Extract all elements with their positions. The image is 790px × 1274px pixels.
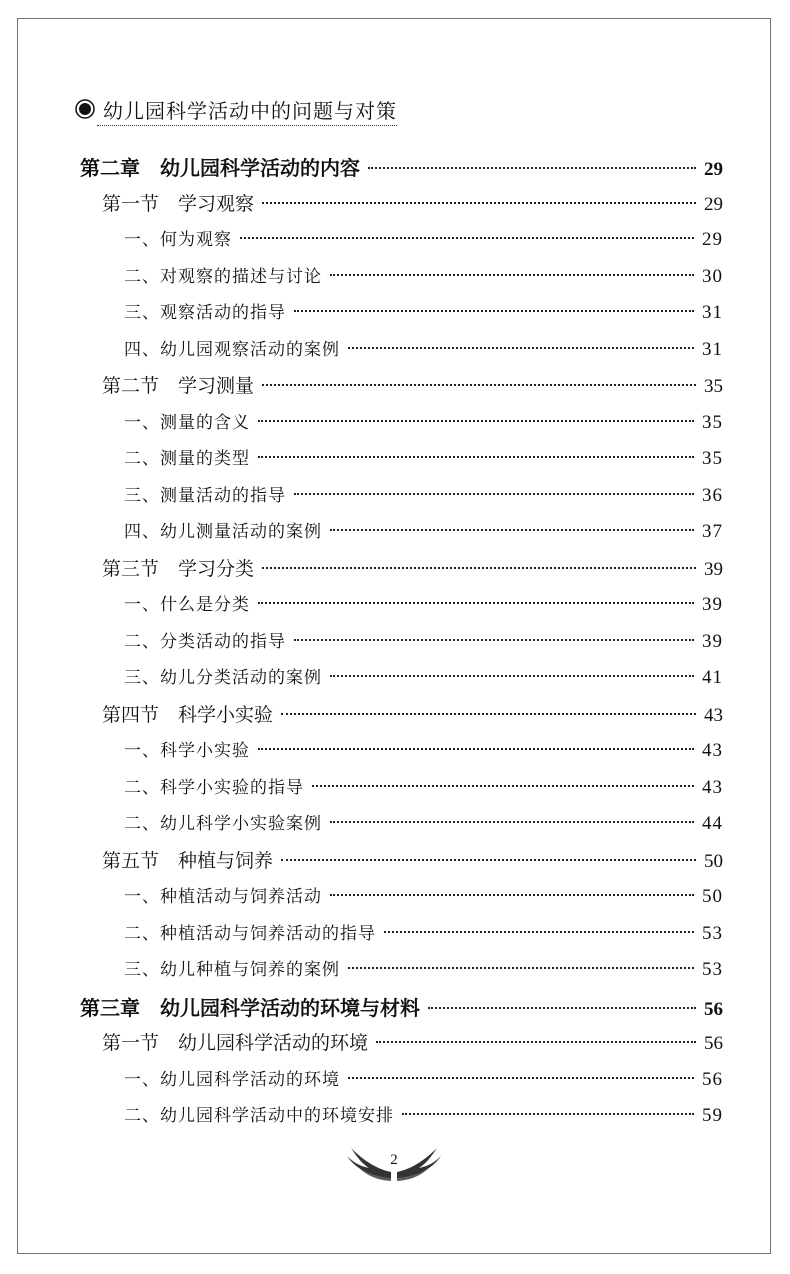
dot-leader bbox=[262, 202, 696, 204]
toc-item-row bbox=[124, 955, 723, 985]
dot-leader bbox=[262, 567, 696, 569]
dot-leader bbox=[258, 456, 694, 458]
toc-section-row bbox=[102, 846, 723, 876]
toc-page-number: 29 bbox=[704, 193, 723, 215]
dot-leader bbox=[330, 894, 694, 896]
toc-page-number: 35 bbox=[702, 411, 723, 433]
toc-section-title: 第五节 种植与饲养 bbox=[102, 849, 274, 872]
dot-leader bbox=[262, 384, 696, 386]
toc-item-title: 二、分类活动的指导 bbox=[124, 631, 286, 652]
toc-page-number: 35 bbox=[702, 448, 723, 469]
toc-chapter-row bbox=[80, 152, 723, 182]
dot-leader bbox=[281, 859, 696, 861]
page-footer bbox=[345, 1142, 443, 1184]
toc-page-number: 43 bbox=[702, 740, 723, 761]
dot-leader bbox=[330, 821, 694, 823]
toc-page-number: 29 bbox=[702, 229, 723, 250]
toc-item-row bbox=[124, 1101, 723, 1131]
dot-leader bbox=[240, 237, 694, 239]
toc-section-row bbox=[102, 189, 723, 219]
toc-item-row bbox=[124, 809, 723, 839]
toc-item-row bbox=[124, 262, 723, 292]
toc-page-number: 56 bbox=[702, 1068, 723, 1090]
toc-item-title: 一、何为观察 bbox=[124, 230, 232, 250]
toc-section-title: 第四节 科学小实验 bbox=[102, 703, 274, 726]
dot-leader bbox=[258, 602, 694, 604]
toc-chapter-title: 第三章 幼儿园科学活动的环境与材料 bbox=[80, 995, 420, 1020]
dot-leader bbox=[258, 748, 694, 750]
dot-leader bbox=[348, 347, 694, 349]
dot-leader bbox=[312, 785, 694, 787]
toc-page-number: 56 bbox=[704, 1033, 723, 1054]
toc-item-row bbox=[124, 408, 723, 438]
toc-item-title: 三、测量活动的指导 bbox=[124, 485, 286, 506]
running-header bbox=[75, 92, 397, 126]
toc-page-number: 41 bbox=[702, 667, 723, 688]
toc-page-number: 30 bbox=[702, 265, 723, 287]
dot-leader bbox=[330, 529, 694, 531]
toc-item-row bbox=[124, 225, 723, 255]
dot-leader bbox=[294, 639, 694, 641]
toc-chapter-row bbox=[80, 992, 723, 1022]
toc-section-row bbox=[102, 554, 723, 584]
toc-item-title: 二、幼儿园科学活动中的环境安排 bbox=[124, 1106, 394, 1126]
toc-page-number: 31 bbox=[702, 302, 723, 323]
toc-item-title: 三、幼儿分类活动的案例 bbox=[124, 668, 322, 688]
toc-item-title: 二、科学小实验的指导 bbox=[124, 777, 304, 798]
toc-item-title: 一、种植活动与饲养活动 bbox=[124, 887, 322, 907]
dot-leader bbox=[258, 420, 694, 422]
toc-page-number: 39 bbox=[702, 630, 723, 652]
toc-item-title: 一、测量的含义 bbox=[124, 412, 250, 433]
toc-item-row bbox=[124, 773, 723, 803]
toc-chapter-title: 第二章 幼儿园科学活动的内容 bbox=[80, 156, 360, 180]
toc-section-title: 第二节 学习测量 bbox=[102, 375, 255, 397]
toc-item-row bbox=[124, 590, 723, 620]
toc-item-row bbox=[124, 481, 723, 511]
toc-item-title: 三、幼儿种植与饲养的案例 bbox=[124, 960, 340, 980]
toc-item-row bbox=[124, 919, 723, 949]
toc-item-row bbox=[124, 882, 723, 912]
toc-page-number: 50 bbox=[702, 886, 723, 907]
toc-item-title: 二、测量的类型 bbox=[124, 449, 250, 469]
toc-item-row bbox=[124, 736, 723, 766]
circle-bullet-icon bbox=[75, 99, 95, 119]
toc-item-title: 二、种植活动与饲养活动的指导 bbox=[124, 923, 376, 944]
dot-leader bbox=[294, 310, 694, 312]
dot-leader bbox=[294, 493, 694, 495]
toc-item-title: 二、对观察的描述与讨论 bbox=[124, 266, 322, 287]
toc-page-number: 29 bbox=[704, 159, 723, 180]
toc-item-title: 三、观察活动的指导 bbox=[124, 303, 286, 323]
toc-item-title: 一、幼儿园科学活动的环境 bbox=[124, 1069, 340, 1090]
toc-item-title: 二、幼儿科学小实验案例 bbox=[124, 814, 322, 834]
toc-item-row bbox=[124, 444, 723, 474]
dot-leader bbox=[348, 967, 694, 969]
toc-section-row bbox=[102, 1028, 723, 1058]
header-rule bbox=[97, 125, 397, 126]
toc-item-row bbox=[124, 1065, 723, 1095]
toc-page-number: 37 bbox=[702, 521, 723, 542]
toc-item-row bbox=[124, 335, 723, 365]
toc-section-title: 第三节 学习分类 bbox=[102, 557, 255, 580]
dot-leader bbox=[428, 1007, 696, 1009]
toc-item-row bbox=[124, 517, 723, 547]
toc-page-number: 56 bbox=[704, 998, 723, 1020]
toc-item-row bbox=[124, 627, 723, 657]
toc-page-number: 53 bbox=[702, 959, 723, 980]
toc-item-title: 一、科学小实验 bbox=[124, 741, 250, 761]
toc-page-number: 39 bbox=[702, 594, 723, 615]
toc-item-title: 四、幼儿园观察活动的案例 bbox=[124, 339, 340, 360]
toc-page-number: 43 bbox=[702, 776, 723, 798]
toc-page-number: 35 bbox=[704, 376, 723, 397]
toc-section-row bbox=[102, 700, 723, 730]
toc-page-number: 43 bbox=[704, 704, 723, 726]
dot-leader bbox=[330, 274, 694, 276]
toc-item-title: 一、什么是分类 bbox=[124, 595, 250, 615]
toc-page-number: 59 bbox=[702, 1105, 723, 1126]
dot-leader bbox=[376, 1041, 696, 1043]
page-number: 2 bbox=[390, 1152, 398, 1168]
toc-item-row bbox=[124, 298, 723, 328]
dot-leader bbox=[348, 1077, 694, 1079]
toc-item-row bbox=[124, 663, 723, 693]
toc-page-number: 44 bbox=[702, 813, 723, 834]
toc-page-number: 31 bbox=[702, 338, 723, 360]
dot-leader bbox=[384, 931, 694, 933]
toc-page-number: 53 bbox=[702, 922, 723, 944]
dot-leader bbox=[330, 675, 694, 677]
toc-item-title: 四、幼儿测量活动的案例 bbox=[124, 522, 322, 542]
toc-section-title: 第一节 学习观察 bbox=[102, 192, 255, 215]
toc-page-number: 36 bbox=[702, 484, 723, 506]
dot-leader bbox=[368, 167, 696, 169]
toc-page-number: 50 bbox=[704, 850, 723, 872]
toc-section-row bbox=[102, 371, 723, 401]
header-title: 幼儿园科学活动中的问题与对策 bbox=[103, 99, 397, 123]
toc-section-title: 第一节 幼儿园科学活动的环境 bbox=[102, 1032, 369, 1054]
dot-leader bbox=[402, 1113, 694, 1115]
toc-page-number: 39 bbox=[704, 558, 723, 580]
dot-leader bbox=[281, 713, 696, 715]
